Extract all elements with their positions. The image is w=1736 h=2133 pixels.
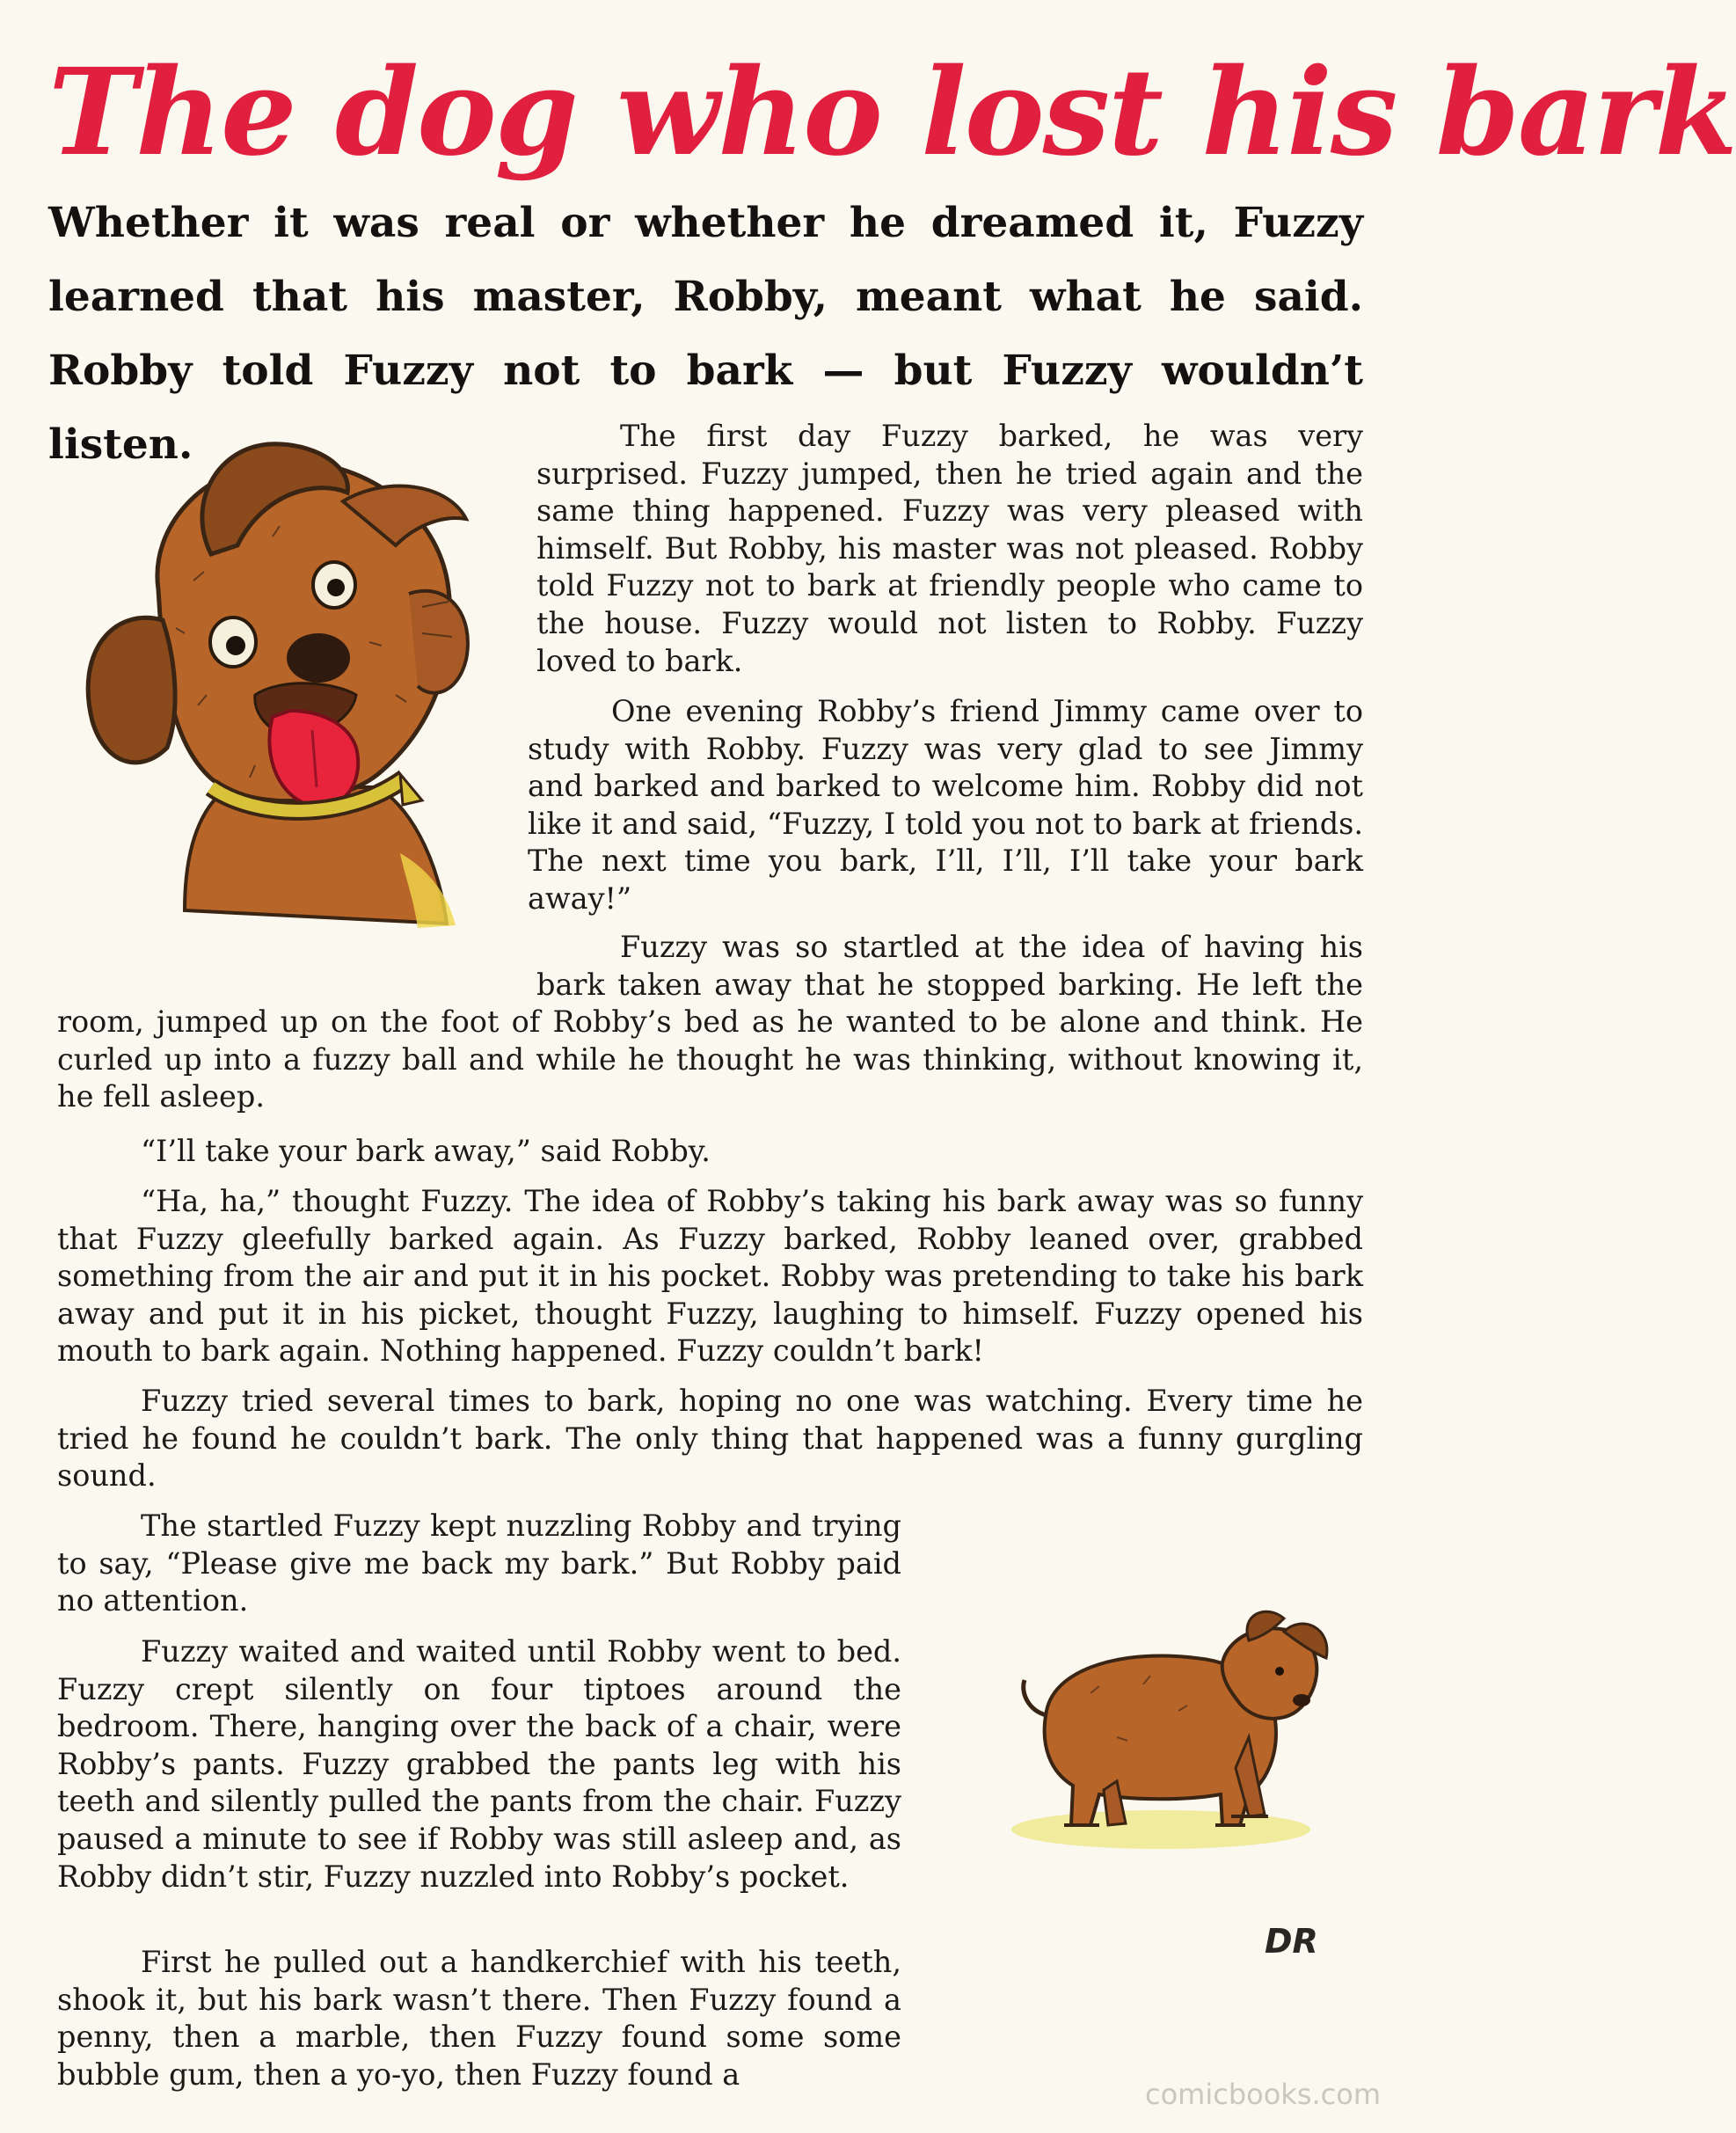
artist-signature: DR — [1265, 1922, 1318, 1961]
illustration-wrap-space — [57, 418, 536, 937]
story-title: The dog who lost his bark — [48, 42, 1736, 183]
story-paragraph: One evening Robby’s friend Jimmy came over to study with Robby. Fuzzy was very glad to see Jimmy and barked and barked to welcome him. Robby did not like it and said, “Fuzzy, I told you not to bark at friends. The next time you bark, I’ll, I’ll, I’ll take your bark away!” — [528, 694, 1363, 916]
story-paragraph: The first day Fuzzy barked, he was very surprised. Fuzzy jumped, then he tried again and the same thing happened. Fuzzy was very pleased with himself. But Robby, his master was not pleased. Robby told Fuzzy not to bark at friendly people who came to the house. Fuzzy would not listen to Robby. Fuzzy loved to bark. — [57, 418, 1363, 937]
story-paragraph: First he pulled out a handkerchief with his teeth, shook it, but his bark wasn’t there. Then Fuzzy found a penny, then a marble, then Fuzzy found some some bubble gum, then a yo-yo, then Fuzzy found a — [57, 1945, 901, 2092]
story-paragraph: Fuzzy waited and waited until Robby went to bed. Fuzzy crept silently on four tiptoes around the bedroom. There, hanging over the back of a chair, were Robby’s pants. Fuzzy grabbed the pants leg with his teeth and silently pulled the pants from the chair. Fuzzy paused a minute to see if Robby was still asleep and, as Robby didn’t stir, Fuzzy nuzzled into Robby’s pocket. — [57, 1634, 901, 1894]
story-paragraph: “I’ll take your bark away,” said Robby. — [141, 1134, 711, 1168]
watermark: comicbooks.com — [1144, 2078, 1381, 2111]
story-intro: Whether it was real or whether he dreamed it, Fuzzy learned that his master, Robby, meant what he said. Robby told Fuzzy not to bark — but Fuzzy wouldn’t listen. — [48, 199, 1363, 469]
story-paragraph: Fuzzy was so startled at the idea of having his bark taken away that he stopped barking. He left the room, jumped up on the foot of Robby’s bed as he wanted to be alone and think. He curled up into a fuzzy ball and while he thought he was thinking, without knowing it, he fell asleep. — [57, 930, 1363, 1114]
story-paragraph: Fuzzy tried several times to bark, hoping no one was watching. Every time he tried he found he couldn’t bark. The only thing that happened was a funny gurgling sound. — [57, 1384, 1363, 1494]
illustration-wrap-space — [57, 929, 536, 967]
story-paragraph: The startled Fuzzy kept nuzzling Robby and trying to say, “Please give me back my bark.” But Robby paid no attention. — [57, 1508, 901, 1618]
dog-walking-illustration — [985, 1605, 1337, 1869]
story-paragraph: “Ha, ha,” thought Fuzzy. The idea of Robby’s taking his bark away was so funny that Fuzzy gleefully barked again. As Fuzzy barked, Robby leaned over, grabbed something from the air and put it in his pocket. Robby was pretending to take his bark away and put it in his picket, thought Fuzzy, laughing to himself. Fuzzy opened his mouth to bark again. Nothing happened. Fuzzy couldn’t bark! — [57, 1184, 1363, 1369]
